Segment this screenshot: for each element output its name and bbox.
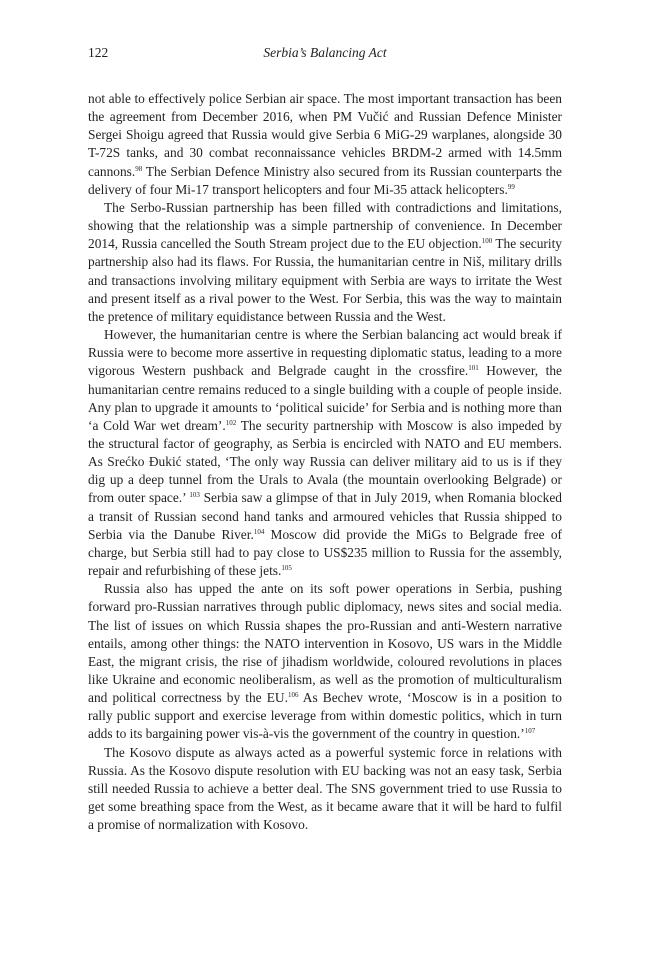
running-head: Serbia’s Balancing Act bbox=[263, 45, 387, 60]
paragraph-text: The Serbian Defence Ministry also secured from its Russian counterparts the delivery of four Mi-17 transport helicopters and four Mi-35 attack helicopters. bbox=[88, 163, 562, 197]
paragraph bbox=[88, 90, 562, 199]
paragraph-text: Russia also has upped the ante on its soft power operations in Serbia, pushing forward pro-Russian narratives through public diplomacy, news sites and social media. The list of issues on which Russia shapes the pro-Russian and anti-Western narrative entails, among other things: the NATO intervention in Kosovo, US wars in the Middle East, the migrant crisis, the rise of jihadism worldwide, coloured revolutions in places like Ukraine and economic neoliberalism, as well as the promotion of multiculturalism and political correctness by the EU. bbox=[88, 581, 562, 706]
paragraph-text: As Bechev wrote, ‘Moscow is in a position to rally public support and exercise leverage from within domestic politics, which in turn adds to its bargaining power vis-à-vis the government of the country in question.’ bbox=[88, 690, 562, 742]
footnote-marker: 106 bbox=[287, 691, 299, 700]
footnote-marker: 103 bbox=[189, 491, 200, 500]
paragraph bbox=[88, 744, 562, 835]
footnote-marker: 104 bbox=[253, 527, 265, 536]
page-header bbox=[88, 45, 562, 65]
paragraph bbox=[88, 326, 562, 580]
footnote-marker: 100 bbox=[481, 237, 493, 246]
paragraph-text: However, the humanitarian centre is where the Serbian balancing act would break if Russia were to become more assertive in requesting diplomatic status, leading to a more vigorous Western pushback and Belgrade caught in the crossfire. bbox=[88, 327, 562, 379]
paragraph-text: The security partnership with Moscow is also impeded by the structural factor of geography, as Serbia is encircled with NATO and EU members. As Srećko Đukić stated, ‘The only way Russia can deliver military aid to us is if they dig up a deep tunnel from the Urals to Avala (the mountain overlooking Belgrade) or from outer space.’ bbox=[88, 417, 562, 506]
page-number: 122 bbox=[88, 45, 109, 60]
footnote-marker: 105 bbox=[281, 564, 292, 573]
paragraph-text: not able to effectively police Serbian air space. The most important transaction has been the agreement from December 2016, when PM Vučić and Russian Defence Minister Sergei Shoigu agreed that Russia would give Serbia 6 MiG-29 warplanes, alongside 30 T-72S tanks, and 30 combat reconnaissance vehicles BRDM-2 armed with 14.5mm cannons. bbox=[88, 91, 562, 179]
paragraph-text: The Kosovo dispute as always acted as a powerful systemic force in relations with Russia. As the Kosovo dispute resolution with EU backing was not an easy task, Serbia still needed Russia to achieve a better deal. The SNS government tried to use Russia to get some breathing space from the West, as it became aware that it will be hard to fulfil a promise of normalization with Kosovo. bbox=[88, 744, 562, 833]
paragraph-text: Serbia saw a glimpse of that in July 2019, when Romania blocked a transit of Russian second hand tanks and armoured vehicles that Russia shipped to Serbia via the Danube River. bbox=[88, 490, 563, 542]
footnote-marker: 107 bbox=[524, 727, 536, 736]
body-text bbox=[88, 90, 562, 834]
paragraph bbox=[88, 199, 562, 326]
paragraph-text: However, the humanitarian centre remains reduced to a single building with a couple of people inside. Any plan to upgrade it amounts to ‘political suicide’ for Serbia and is nothing more than ‘a Cold War wet dream’. bbox=[88, 363, 562, 433]
footnote-marker: 98 bbox=[135, 164, 143, 173]
footnote-marker: 101 bbox=[468, 364, 479, 373]
footnote-marker: 102 bbox=[225, 418, 237, 427]
paragraph bbox=[88, 580, 562, 743]
paragraph-text: Moscow did provide the MiGs to Belgrade free of charge, but Serbia still had to pay close to US$235 million to Russia for the assembly, repair and refurbishing of these jets. bbox=[88, 526, 562, 579]
footnote-marker: 99 bbox=[507, 182, 515, 191]
paragraph-text: The Serbo-Russian partnership has been filled with contradictions and limitations, showing that the relationship was a simple partnership of convenience. In December 2014, Russia cancelled the South Stream project due to the EU objection. bbox=[88, 199, 562, 252]
paragraph-text: The security partnership also had its flaws. For Russia, the humanitarian centre in Niš, military drills and transactions involving military equipment with Serbia are ways to irritate the West and present itself as a rival power to the West. For Serbia, this was the way to maintain the pretence of military equidistance between Russia and the West. bbox=[88, 236, 562, 324]
